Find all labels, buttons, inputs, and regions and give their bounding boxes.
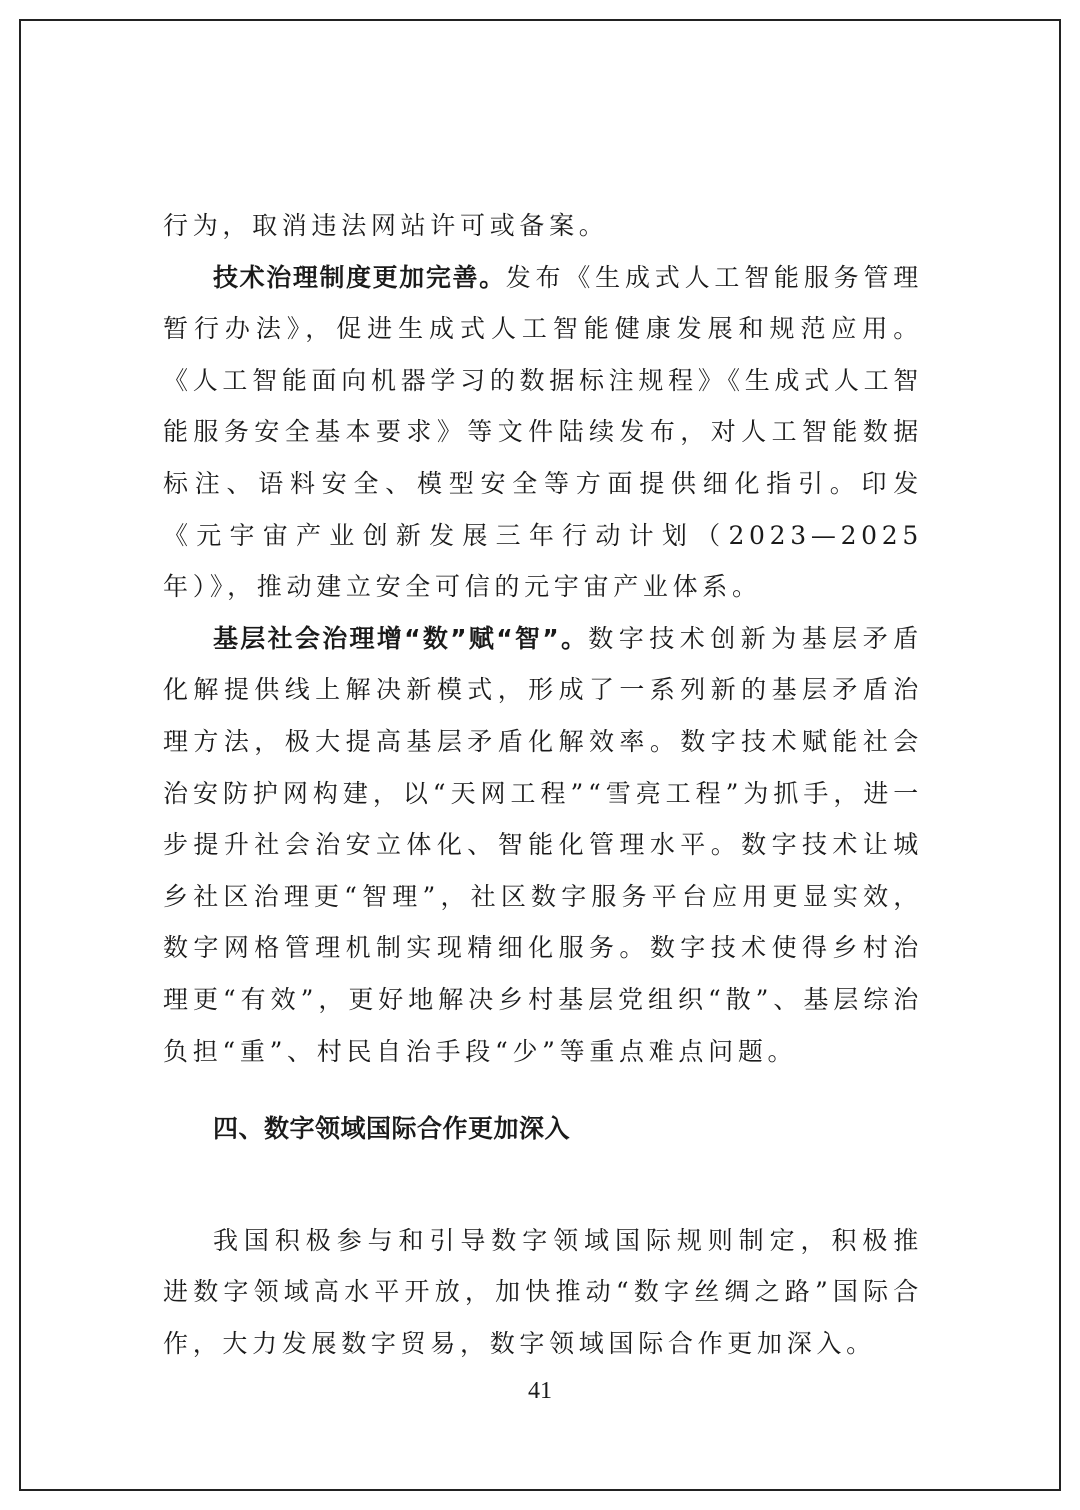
paragraph-lead: 技术治理制度更加完善。 xyxy=(213,262,506,292)
paragraph-tech-governance xyxy=(163,252,923,613)
paragraph-text: 数字技术创新为基层矛盾化解提供线上解决新模式，形成了一系列新的基层矛盾治理方法，极大提高基层矛盾化解效率。数字技术赋能社会治安防护网构建，以“天网工程”“雪亮工程”为抓手，进一步提升社会治安立体化、智能化管理水平。数字技术让城乡社区治理更“智理”，社区数字服务平台应用更显实效，数字网格管理机制实现精细化服务。数字技术使得乡村治理更“有效”，更好地解决乡村基层党组织“散”、基层综治负担“重”、村民自治手段“少”等重点难点问题。 xyxy=(163,623,923,1066)
section-heading: 四、数字领域国际合作更加深入 xyxy=(213,1114,571,1144)
paragraph-lead: 基层社会治理增“数”赋“智”。 xyxy=(213,623,589,653)
paragraph-grassroots-governance xyxy=(163,613,923,1077)
page-number: 41 xyxy=(528,1378,552,1404)
document-body xyxy=(163,200,923,1369)
paragraph-text: 发布《生成式人工智能服务管理暂行办法》，促进生成式人工智能健康发展和规范应用。《人工智能面向机器学习的数据标注规程》《生成式人工智能服务安全基本要求》等文件陆续发布，对人工智能数据标注、语料安全、模型安全等方面提供细化指引。印发《元宇宙产业创新发展三年行动计划（2023—2025年）》，推动建立安全可信的元宇宙产业体系。 xyxy=(163,262,923,602)
section-paragraph: 我国积极参与和引导数字领域国际规则制定，积极推进数字领域高水平开放，加快推动“数字丝绸之路”国际合作，大力发展数字贸易，数字领域国际合作更加深入。 xyxy=(163,1225,923,1358)
continuation-paragraph: 行为，取消违法网站许可或备案。 xyxy=(163,211,609,240)
